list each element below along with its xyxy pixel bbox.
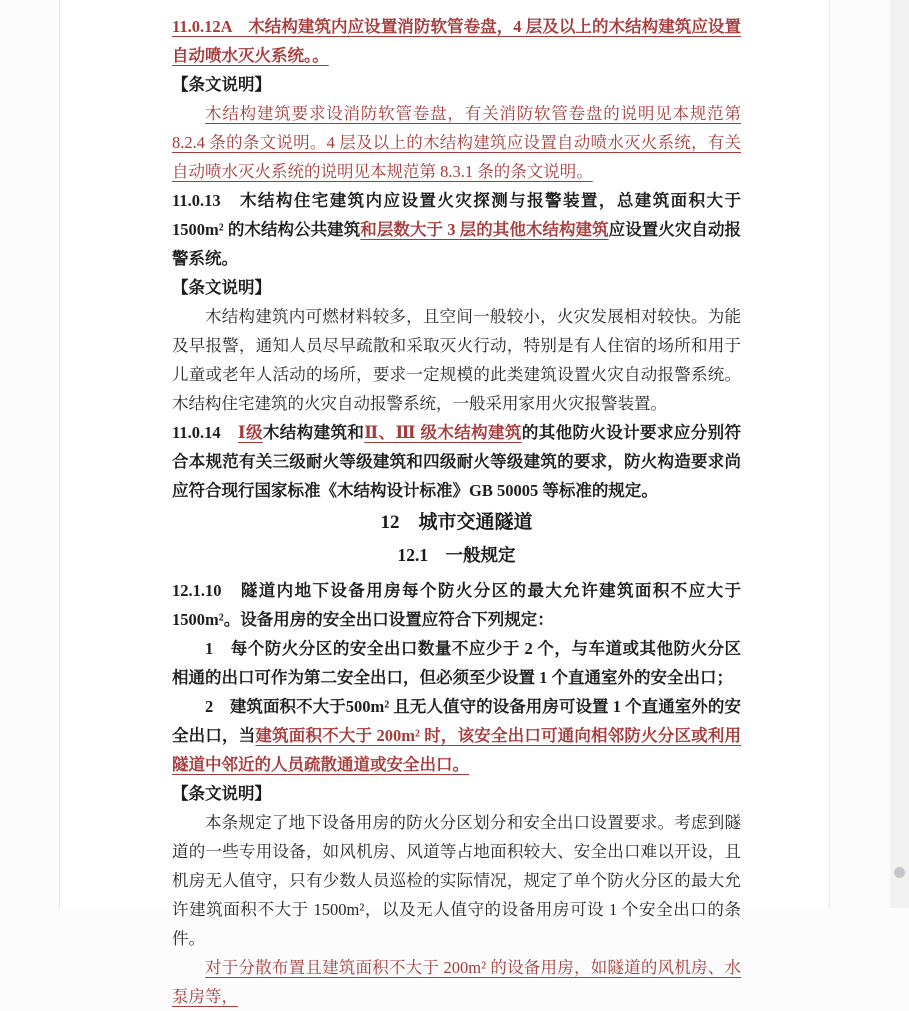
chapter-heading [172, 507, 741, 538]
text-run: 1 每个防火分区的安全出口数量不应少于 2 个，与车道或其他防火分区相通的出口可作为第二安全出口，但必须至少设置 1 个直通室外的安全出口； [172, 639, 741, 687]
text-run: 【条文说明】 [172, 75, 271, 94]
text-run: 【条文说明】 [172, 278, 271, 297]
text-run: 11.0.14 [172, 423, 238, 442]
provision-paragraph [172, 418, 741, 505]
clause-note-label [172, 273, 741, 302]
provision-paragraph [172, 576, 741, 634]
explanation-paragraph [172, 953, 741, 1011]
text-run: 木结构建筑和 [262, 423, 365, 442]
scrollbar-thumb[interactable] [894, 867, 905, 878]
revision-text-run: 木结构建筑要求设消防软管卷盘，有关消防软管卷盘的说明见本规范第 8.2.4 条的条文说明。4 层及以上的木结构建筑应设置自动喷水灭火系统，有关自动喷水灭火系统的说明见本规范第 8.3.1 条的条文说明。 [172, 104, 741, 181]
clause-note-label [172, 70, 741, 99]
revision-text-run: 11.0.12A 木结构建筑内应设置消防软管卷盘，4 层及以上的木结构建筑应设置自动喷水灭火系统。。 [172, 17, 741, 65]
document-content [60, 0, 829, 1011]
clause-note-label [172, 779, 741, 808]
revision-text-run: 和层数大于 3 层的其他木结构建筑 [360, 220, 609, 239]
revision-text-run: Ⅱ、Ⅲ 级木结构建筑 [364, 423, 522, 442]
text-run: 应设置火灾自动报警系统。 [172, 220, 742, 268]
revision-text-run: 建筑面积不大于 200m² 时，该安全出口可通向相邻防火分区或利用隧道中邻近的人员疏散通道或安全出口。 [172, 726, 741, 774]
scrollbar-track[interactable] [890, 0, 909, 908]
text-run: 2 建筑面积不大于500m² 且无人值守的设备用房可设置 1 个直通室外的安全出口，当 [172, 697, 741, 745]
section-heading [172, 540, 741, 570]
text-run: 【条文说明】 [172, 784, 271, 803]
text-run: 11.0.13 木结构住宅建筑内应设置火灾探测与报警装置，总建筑面积大于 1500m² 的木结构公共建筑 [172, 191, 741, 239]
provision-paragraph [172, 12, 741, 70]
provision-paragraph [172, 634, 741, 692]
text-run: 12 城市交通隧道 [380, 512, 533, 533]
revision-text-run: 对于分散布置且建筑面积不大于 200m² 的设备用房，如隧道的风机房、水泵房等， [172, 958, 741, 1006]
document-page [59, 0, 830, 1006]
text-run: 本条规定了地下设备用房的防火分区划分和安全出口设置要求。考虑到隧道的一些专用设备，如风机房、风道等占地面积较大、安全出口难以开设，且机房无人值守，只有少数人员巡检的实际情况，规定了单个防火分区的最大允许建筑面积不大于 1500m²，以及无人值守的设备用房可设 1 个安全出口的条件。 [172, 813, 741, 948]
explanation-paragraph [172, 99, 741, 186]
text-run: 12.1 一般规定 [397, 545, 516, 565]
explanation-paragraph [172, 302, 741, 418]
text-run: 12.1.10 隧道内地下设备用房每个防火分区的最大允许建筑面积不应大于 1500m²。设备用房的安全出口设置应符合下列规定： [172, 581, 741, 629]
text-run: 木结构建筑内可燃材料较多，且空间一般较小，火灾发展相对较快。为能及早报警，通知人员尽早疏散和采取灭火行动，特别是有人住宿的场所和用于儿童或老年人活动的场所，要求一定规模的此类建筑设置火灾自动报警系统。木结构住宅建筑的火灾自动报警系统，一般采用家用火灾报警装置。 [172, 307, 741, 413]
revision-text-run: Ⅰ级 [237, 423, 263, 442]
provision-paragraph [172, 186, 741, 273]
explanation-paragraph [172, 808, 741, 953]
text-run: 的其他防火设计要求应分别符合本规范有关三级耐火等级建筑和四级耐火等级建筑的要求，防火构造要求尚应符合现行国家标准《木结构设计标准》GB 50005 等标准的规定。 [172, 423, 742, 500]
provision-paragraph [172, 692, 741, 779]
